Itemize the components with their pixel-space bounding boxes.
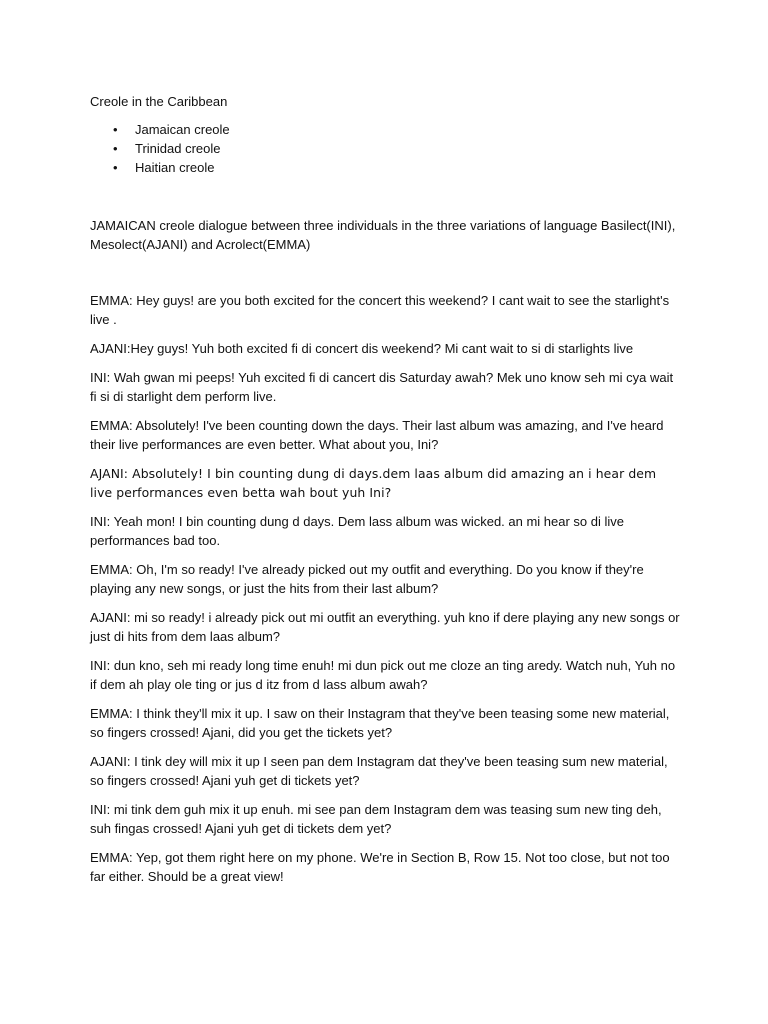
- dialogue-section: [90, 291, 680, 886]
- bullet-item-label: Trinidad creole: [135, 141, 221, 156]
- dialogue-line-emma: EMMA: Absolutely! I've been counting down the days. Their last album was amazing, and I've heard their live performances are even better. What about you, Ini?: [90, 418, 664, 452]
- bullet-item-trinidad: [90, 139, 680, 158]
- creole-bullet-list: [90, 120, 680, 177]
- bullet-item-jamaican: [90, 120, 680, 139]
- dialogue-line-emma: EMMA: I think they'll mix it up. I saw on their Instagram that they've been teasing some new material, so fingers crossed! Ajani, did you get the tickets yet?: [90, 706, 670, 740]
- dialogue-line-ini: INI: Wah gwan mi peeps! Yuh excited fi di cancert dis Saturday awah? Mek uno know seh mi cya wait fi si di starlight dem perform live.: [90, 370, 674, 404]
- dialogue-line-ajani: AJANI: mi so ready! i already pick out mi outfit an everything. yuh kno if dere playing any new songs or just di hits from dem laas album?: [90, 610, 680, 644]
- dialogue-line-ini: INI: dun kno, seh mi ready long time enuh! mi dun pick out me cloze an ting aredy. Watch nuh, Yuh no if dem ah play ole ting or jus d itz from d lass album awah?: [90, 658, 676, 692]
- bullet-icon: •: [113, 122, 118, 137]
- dialogue-line-emma: EMMA: Oh, I'm so ready! I've already picked out my outfit and everything. Do you know if they're playing any new songs, or just the hits from their last album?: [90, 562, 644, 596]
- bullet-icon: •: [113, 141, 118, 156]
- dialogue-line-emma: EMMA: Hey guys! are you both excited for the concert this weekend? I cant wait to see the starlight's live .: [90, 293, 670, 327]
- document-heading: Creole in the Caribbean: [90, 94, 228, 109]
- bullet-icon: •: [113, 160, 118, 175]
- dialogue-line-ini: INI: Yeah mon! I bin counting dung d days. Dem lass album was wicked. an mi hear so di live performances bad too.: [90, 514, 625, 548]
- dialogue-line-ajani: AJANI:Hey guys! Yuh both excited fi di concert dis weekend? Mi cant wait to si di starlights live: [90, 341, 634, 356]
- document-body: [90, 92, 680, 896]
- bullet-item-label: Haitian creole: [135, 160, 215, 175]
- bullet-item-haitian: [90, 158, 680, 177]
- intro-paragraph: JAMAICAN creole dialogue between three individuals in the three variations of language Basilect(INI), Mesolect(AJANI) and Acrolect(EMMA): [90, 218, 676, 252]
- dialogue-line-emma: EMMA: Yep, got them right here on my phone. We're in Section B, Row 15. Not too close, but not too far either. Should be a great view!: [90, 850, 670, 884]
- dialogue-line-ajani: AJANI: Absolutely! I bin counting dung di days.dem laas album did amazing an i hear dem live performances even betta wah bout yuh Ini?: [90, 466, 657, 500]
- bullet-item-label: Jamaican creole: [135, 122, 230, 137]
- dialogue-line-ini: INI: mi tink dem guh mix it up enuh. mi see pan dem Instagram dem was teasing sum new ting deh, suh fingas crossed! Ajani yuh get di tickets dem yet?: [90, 802, 662, 836]
- dialogue-line-ajani: AJANI: I tink dey will mix it up I seen pan dem Instagram dat they've been teasing sum new material, so fingers crossed! Ajani yuh get di tickets yet?: [90, 754, 668, 788]
